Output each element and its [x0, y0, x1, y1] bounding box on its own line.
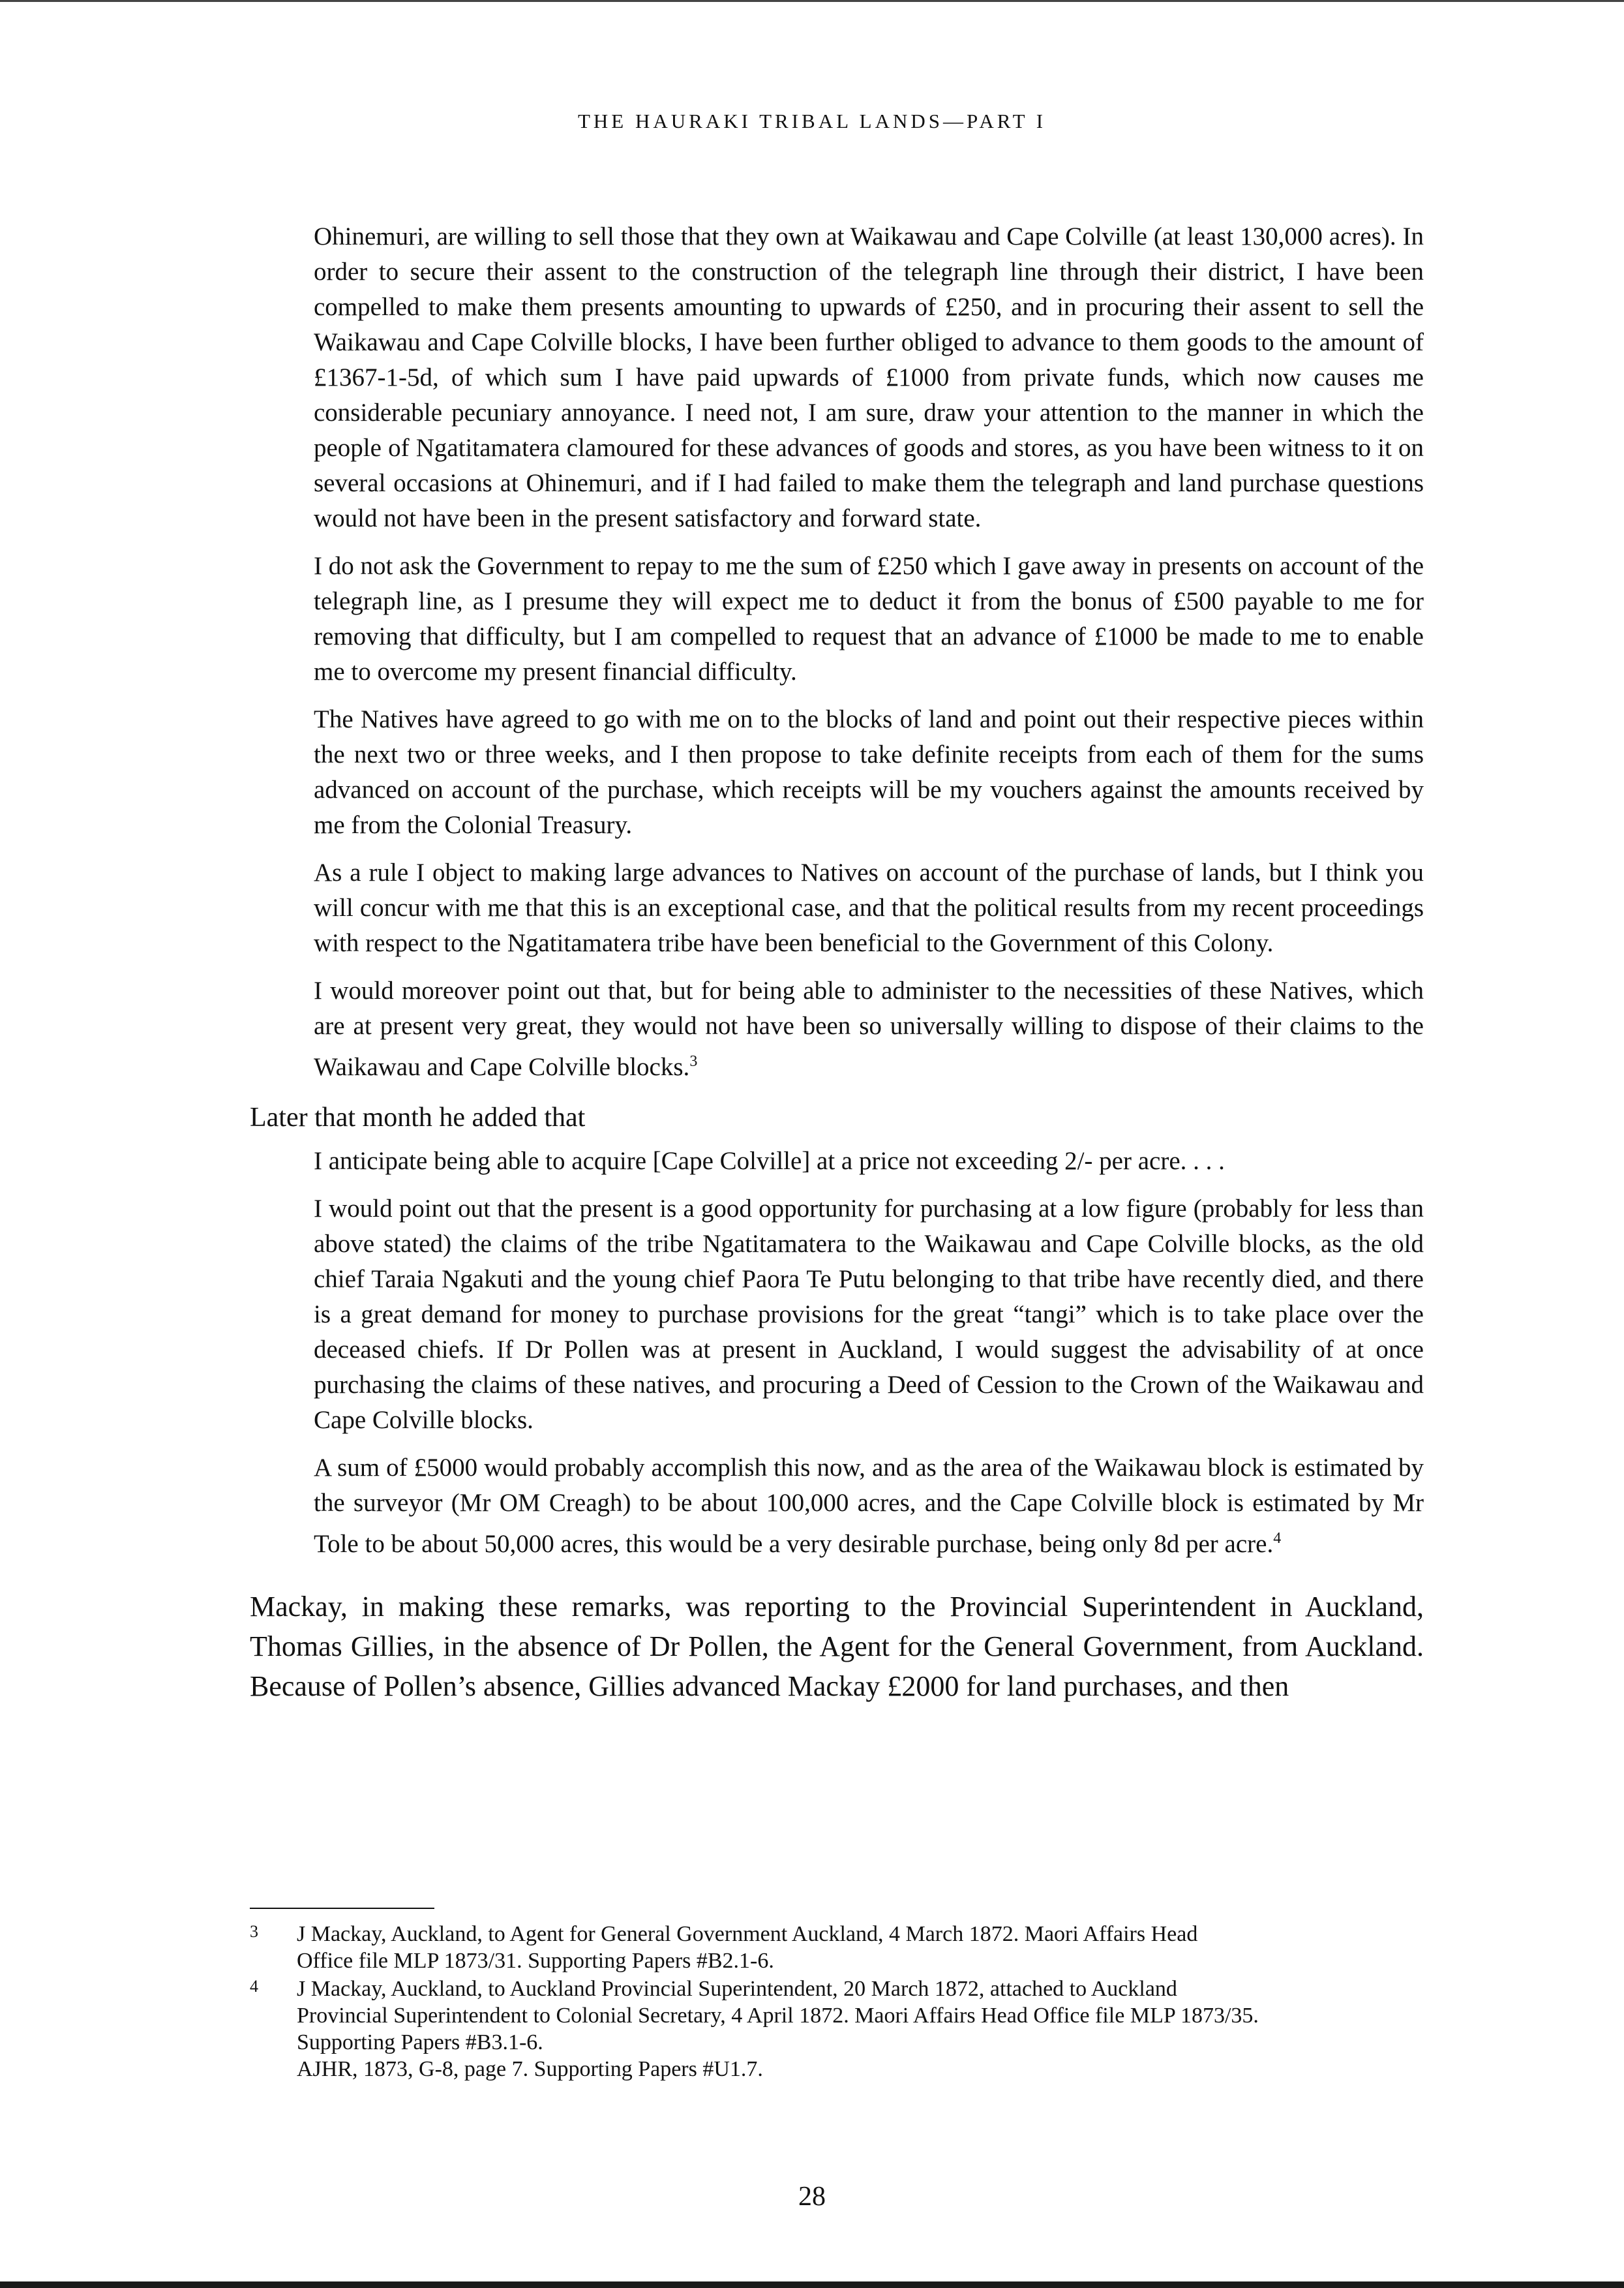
- footnotes: [250, 1921, 1424, 2084]
- block-quote-1: [314, 219, 1424, 1085]
- quote-1-paragraph-1: Ohinemuri, are willing to sell those that they own at Waikawau and Cape Colville (at least 130,000 acres). In order to secure their assent to the construction of the telegraph line through their district, I have been compelled to make them presents amounting to upwards of £250, and in procuring their assent to sell the Waikawau and Cape Colville blocks, I have been further obliged to advance to them goods to the amount of £1367-1-5d, of which sum I have paid upwards of £1000 from private funds, which now causes me considerable pecuniary annoyance. I need not, I am sure, draw your attention to the manner in which the people of Ngatitamatera clamoured for these advances of goods and stores, as you have been witness to it on several occasions at Ohinemuri, and if I had failed to make them the telegraph and land purchase questions would not have been in the present satisfactory and forward state.: [314, 222, 1424, 532]
- quote-2-paragraph-3: [314, 1450, 1424, 1562]
- body-text: [250, 219, 1424, 1706]
- footnote-line: J Mackay, Auckland, to Agent for General Government Auckland, 4 March 1872. Maori Affairs Head: [297, 1922, 1198, 1946]
- footnote-line: Supporting Papers #B3.1-6.: [297, 2030, 543, 2054]
- running-head: THE HAURAKI TRIBAL LANDS—PART I: [577, 110, 1047, 132]
- quote-2-paragraph-3-text: A sum of £5000 would probably accomplish this now, and as the area of the Waikawau block is estimated by the surveyor (Mr OM Creagh) to be about 100,000 acres, and the Cape Colville block is estimated by Mr Tole to be about 50,000 acres, this would be a very desirable purchase, being only 8d per acre.: [314, 1454, 1424, 1558]
- quote-1-paragraph-5: [314, 973, 1424, 1085]
- quote-2-paragraph-1: I anticipate being able to acquire [Cape Colville] at a price not exceeding 2/- per acre. . . .: [314, 1147, 1225, 1175]
- quote-1-paragraph-3: The Natives have agreed to go with me on to the blocks of land and point out their respective pieces within the next two or three weeks, and I then propose to take definite receipts from each of them for the sums advanced on account of the purchase, which receipts will be my vouchers against the amounts received by me from the Colonial Treasury.: [314, 705, 1424, 839]
- scan-edge-top: [0, 0, 1624, 2]
- quote-1-paragraph-4: As a rule I object to making large advances to Natives on account of the purchase of lands, but I think you will concur with me that this is an exceptional case, and that the political results from my recent proceedings with respect to the Ngatitamatera tribe have been beneficial to the Government of this Colony.: [314, 859, 1424, 957]
- footnote-4: [250, 1975, 1424, 2082]
- footnote-ref-3: 3: [689, 1053, 698, 1070]
- footnote-3: [250, 1921, 1424, 1974]
- quote-2-paragraph-2: I would point out that the present is a good opportunity for purchasing at a low figure (probably for less than above stated) the claims of the tribe Ngatitamatera to the Waikawau and Cape Colville blocks, as the old chief Taraia Ngakuti and the young chief Paora Te Putu belonging to that tribe have recently died, and there is a great demand for money to purchase provisions for the great “tangi” which is to take place over the deceased chiefs. If Dr Pollen was at present in Auckland, I would suggest the advisability of at once purchasing the claims of these natives, and procuring a Deed of Cession to the Crown of the Waikawau and Cape Colville blocks.: [314, 1195, 1424, 1434]
- scan-edge-bottom: [0, 2281, 1624, 2288]
- main-text: [250, 1587, 1424, 1706]
- footnote-line: Provincial Superintendent to Colonial Secretary, 4 April 1872. Maori Affairs Head Office file MLP 1873/35.: [297, 2004, 1259, 2028]
- footnote-text: [297, 1921, 1424, 1974]
- lead-in-sentence: Later that month he added that: [250, 1103, 586, 1133]
- main-paragraph: Mackay, in making these remarks, was reporting to the Provincial Superintendent in Auckland, Thomas Gillies, in the absence of Dr Pollen, the Agent for the General Government, from Auckland. Because of Pollen’s absence, Gillies advanced Mackay £2000 for land purchases, and then: [250, 1591, 1424, 1702]
- footnote-number: 3: [250, 1922, 258, 1941]
- footnote-line: J Mackay, Auckland, to Auckland Provincial Superintendent, 20 March 1872, attached to Auckland: [297, 1977, 1177, 2001]
- footnote-ref-4: 4: [1273, 1530, 1282, 1547]
- footnote-line: AJHR, 1873, G-8, page 7. Supporting Papers #U1.7.: [297, 2057, 763, 2081]
- page-number: 28: [798, 2182, 826, 2212]
- quote-1-paragraph-2: I do not ask the Government to repay to me the sum of £250 which I gave away in presents on account of the telegraph line, as I presume they will expect me to deduct it from the bonus of £500 payable to me for removing that difficulty, but I am compelled to request that an advance of £1000 be made to me to enable me to overcome my present financial difficulty.: [314, 552, 1424, 686]
- block-quote-2: [314, 1144, 1424, 1562]
- quote-1-paragraph-5-text: I would moreover point out that, but for being able to administer to the necessities of these Natives, which are at present very great, they would not have been so universally willing to dispose of their claims to the Waikawau and Cape Colville blocks.: [314, 977, 1424, 1081]
- footnote-separator: [250, 1908, 434, 1909]
- footnote-line: Office file MLP 1873/31. Supporting Papers #B2.1-6.: [297, 1949, 774, 1973]
- footnote-number: 4: [250, 1977, 258, 1996]
- footnote-text: [297, 1975, 1424, 2082]
